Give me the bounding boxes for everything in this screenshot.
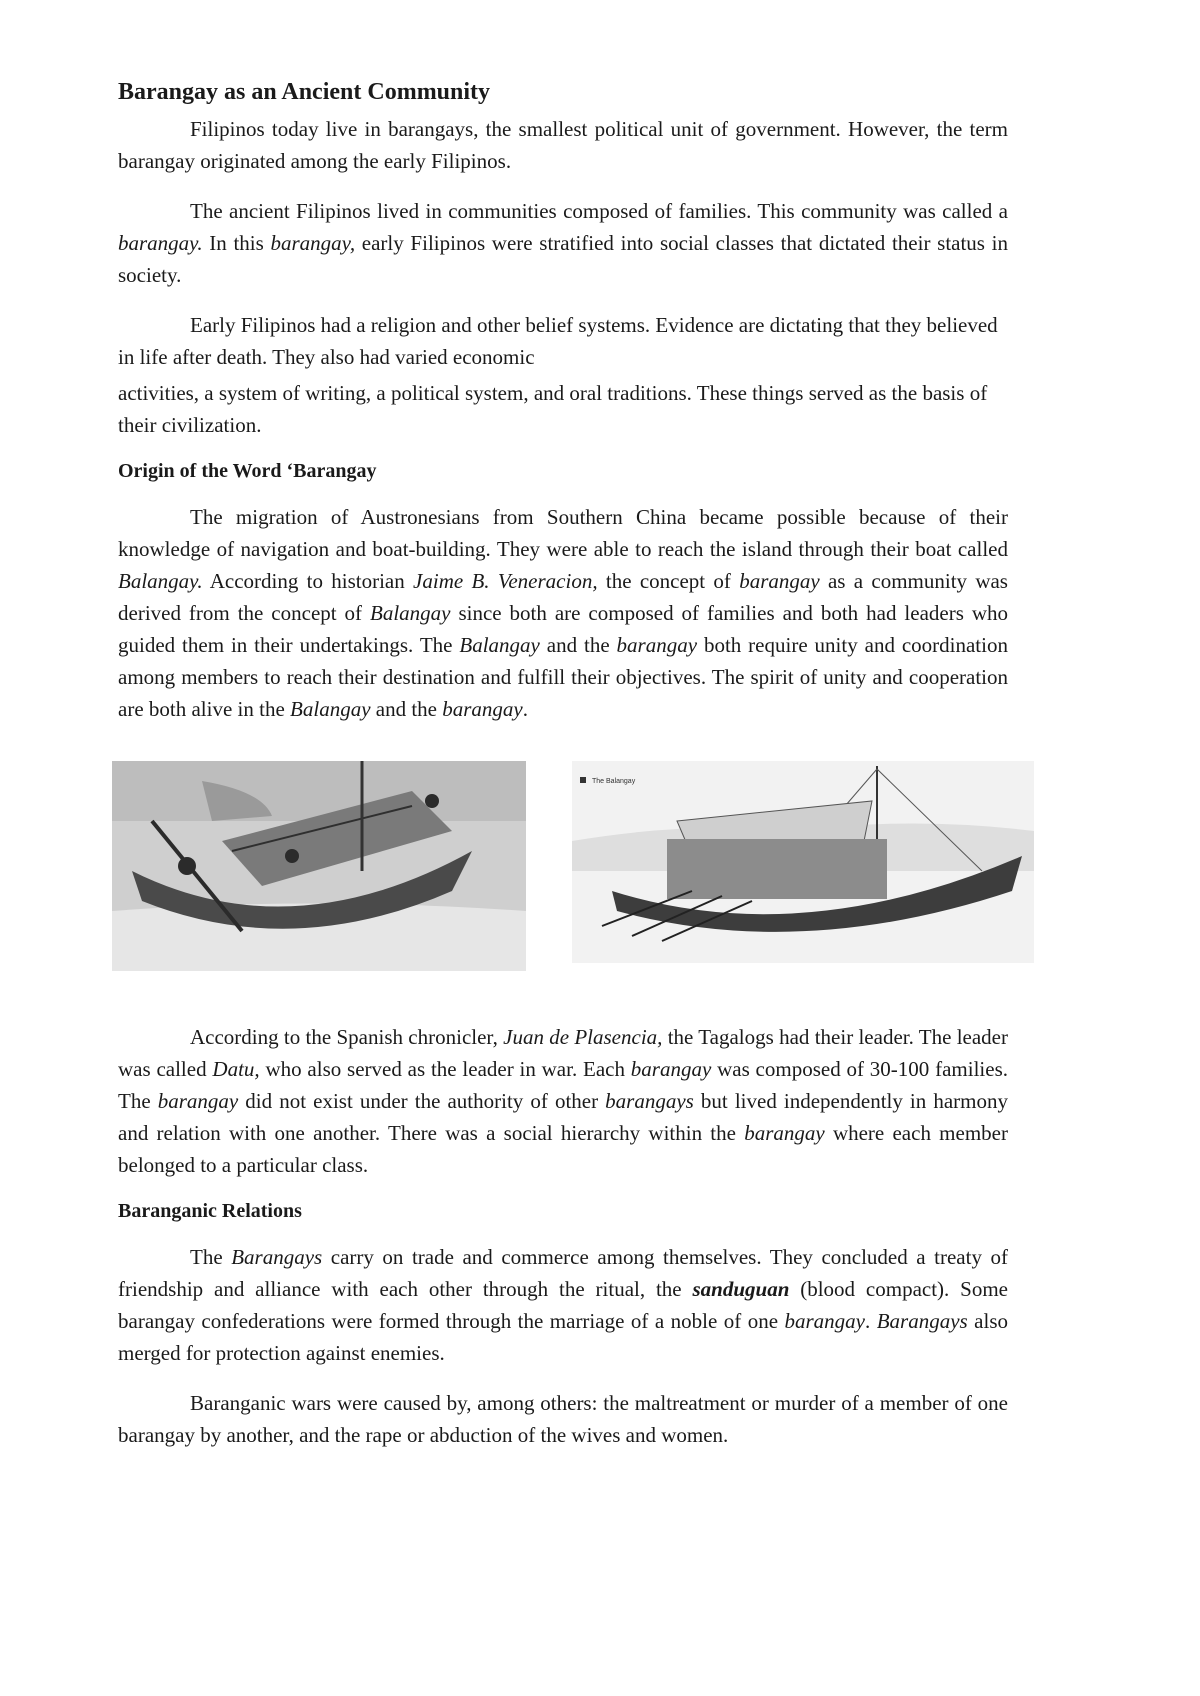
text-run: but lived independently in harmony and relation with one another. There was a social hierarchy within the [118, 1088, 1008, 1145]
origin-paragraph [118, 501, 1008, 725]
italic-term: Barangays [231, 1244, 323, 1269]
italic-term: Balangay [290, 696, 371, 721]
intro-paragraph-3: Early Filipinos had a religion and other belief systems. Evidence are dictating that they believed in life after death. They also had varied economic [118, 312, 998, 369]
balangay-ship-drawing [572, 761, 1034, 963]
italic-term: barangay. [118, 230, 203, 255]
italic-term: Barangays [876, 1308, 968, 1333]
balangay-ship-illustration [572, 761, 1034, 963]
italic-term: barangays [605, 1088, 694, 1113]
text-run: The [190, 1244, 232, 1269]
italic-term: barangay [784, 1308, 865, 1333]
document-body [118, 78, 1008, 1469]
intro-paragraph-4: activities, a system of writing, a political system, and oral traditions. These things served as the basis of their civilization. [118, 380, 988, 437]
balangay-rowers-illustration [112, 761, 526, 971]
text-run: The ancient Filipinos lived in communities composed of families. This community was called a [190, 198, 1008, 223]
bold-italic-term: sanduguan [692, 1276, 790, 1301]
text-run: In this [202, 230, 271, 255]
italic-term: barangay [739, 568, 820, 593]
text-run: . [864, 1308, 877, 1333]
text-run: the Tagalogs had their leader. The leader was called [118, 1024, 1008, 1081]
figure-row [112, 761, 1008, 993]
italic-term: barangay [744, 1120, 825, 1145]
italic-term: barangay, [270, 230, 356, 255]
text-run: since both are composed of families and both had leaders who guided them in their undertakings. The [118, 600, 1008, 657]
intro-paragraph-1: Filipinos today live in barangays, the smallest political unit of government. However, the term barangay originated among the early Filipinos. [118, 116, 1008, 173]
text-run: The migration of Austronesians from Southern China became possible because of their knowledge of navigation and boat-building. They were able to reach the island through their boat called [118, 504, 1008, 561]
text-run: and the [539, 632, 617, 657]
italic-term: barangay [157, 1088, 239, 1113]
text-run: as a community was derived from the concept of [118, 568, 1008, 625]
text-run: carry on trade and commerce among themselves. They concluded a treaty of friendship and alliance with each other through the ritual, the [118, 1244, 1008, 1301]
text-run: was composed of 30-100 families. The [118, 1056, 1008, 1113]
italic-term: Datu, [212, 1056, 260, 1081]
italic-term: Juan de Plasencia, [503, 1024, 663, 1049]
text-run: (blood compact). Some barangay confederations were formed through the marriage of a noble of one [118, 1276, 1008, 1333]
italic-term: barangay [630, 1056, 712, 1081]
section-heading-relations: Baranganic Relations [118, 1199, 302, 1222]
text-run: also merged for protection against enemies. [118, 1308, 1008, 1365]
relations-paragraph-1 [118, 1241, 1008, 1369]
italic-term: barangay [442, 696, 523, 721]
figure-caption: The Balangay [592, 777, 636, 785]
italic-term: Balangay [459, 632, 540, 657]
text-run: . [522, 696, 528, 721]
italic-term: Balangay [370, 600, 451, 625]
text-run: and the [370, 696, 443, 721]
text-run: According to the Spanish chronicler, [190, 1024, 504, 1049]
text-run: the concept of [597, 568, 740, 593]
text-run: both require unity and coordination among members to reach their destination and fulfill their objectives. The spirit of unity and cooperation are both alive in the [118, 632, 1008, 721]
text-run: did not exist under the authority of other [238, 1088, 606, 1113]
italic-term: Jaime B. Veneracion, [413, 568, 598, 593]
text-run: where each member belonged to a particular class. [118, 1120, 1008, 1177]
page-title: Barangay as an Ancient Community [118, 79, 491, 105]
text-run: early Filipinos were stratified into social classes that dictated their status in society. [118, 230, 1009, 287]
text-run: According to historian [202, 568, 414, 593]
balangay-rowers-drawing [112, 761, 526, 971]
plasencia-paragraph [118, 1021, 1008, 1181]
italic-term: Balangay. [118, 568, 203, 593]
intro-paragraph-2 [118, 195, 1008, 291]
relations-paragraph-2: Baranganic wars were caused by, among others: the maltreatment or murder of a member of one barangay by another, and the rape or abduction of the wives and women. [118, 1390, 1008, 1447]
section-heading-origin: Origin of the Word ‘Barangay [118, 459, 377, 482]
text-run: who also served as the leader in war. Each [259, 1056, 631, 1081]
italic-term: barangay [616, 632, 698, 657]
